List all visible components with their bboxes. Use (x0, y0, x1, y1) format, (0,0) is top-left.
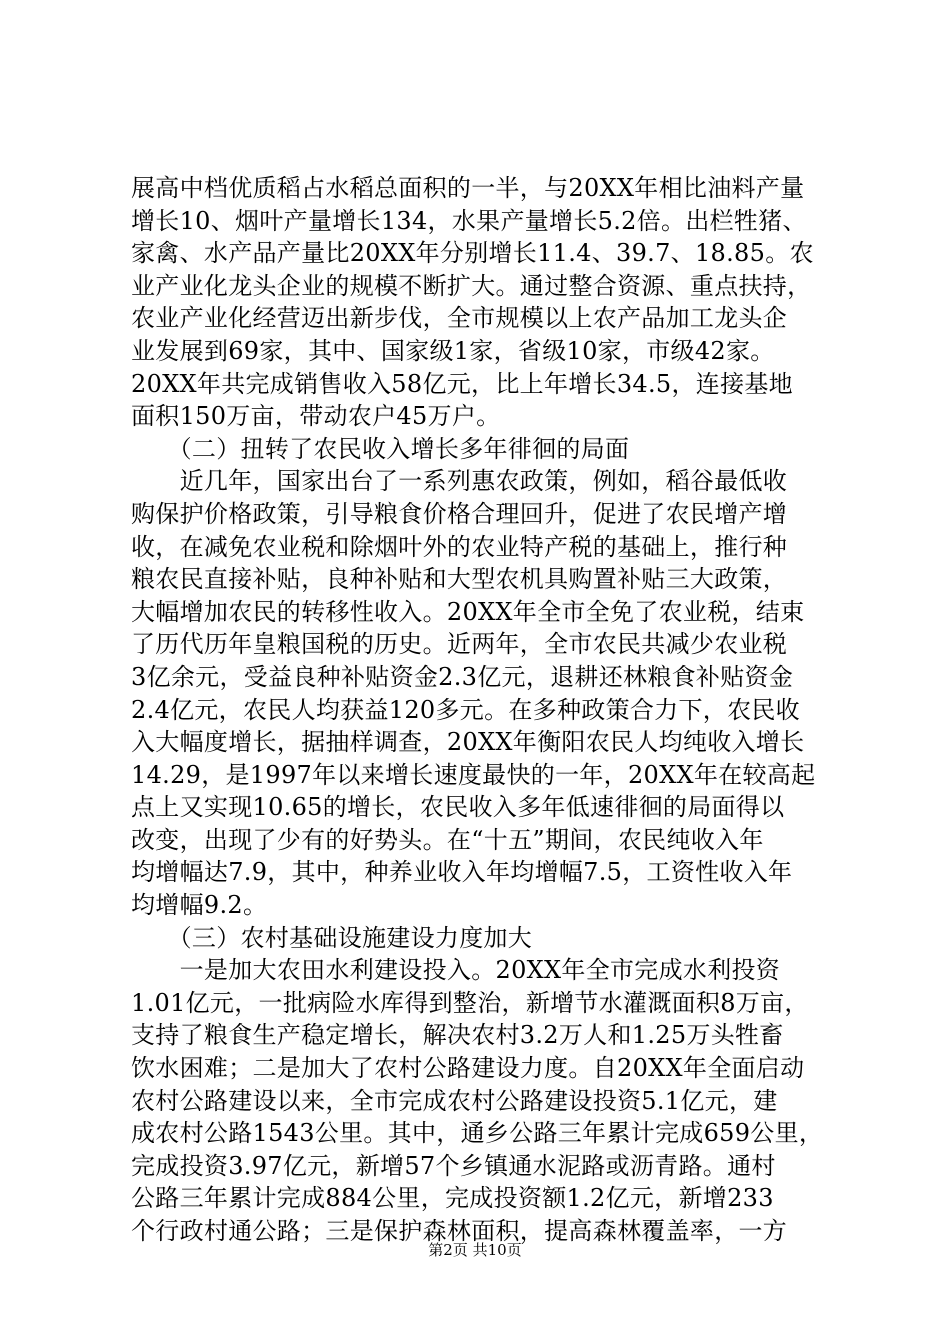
text-line: 增长10、烟叶产量增长134，水果产量增长5.2倍。出栏牲猪、 (131, 206, 807, 235)
text-line: 购保护价格政策，引导粮食价格合理回升，促进了农民增产增 (131, 499, 788, 528)
text-line: 2.4亿元，农民人均获益120多元。在多种政策合力下，农民收 (131, 695, 800, 724)
text-line: 展高中档优质稻占水稻总面积的一半，与20XX年相比油料产量 (131, 174, 805, 202)
text-line: 农业产业化经营迈出新步伐，全市规模以上农产品加工龙头企 (131, 304, 788, 333)
text-line: 3亿余元，受益良种补贴资金2.3亿元，退耕还林粮食补贴资金 (131, 662, 794, 691)
text-line: 一是加大农田水利建设投入。20XX年全市完成水利投资 (131, 956, 781, 985)
text-line: 粮农民直接补贴，良种补贴和大型农机具购置补贴三大政策， (131, 565, 788, 594)
text-line: 公路三年累计完成884公里，完成投资额1.2亿元，新增233 (131, 1184, 774, 1213)
text-line: 成农村公路1543公里。其中，通乡公路三年累计完成659公里， (131, 1119, 824, 1148)
text-line: （二）扭转了农民收入增长多年徘徊的局面 (131, 434, 630, 463)
text-line: 业产业化龙头企业的规模不断扩大。通过整合资源、重点扶持， (131, 271, 812, 300)
text-line: 收，在减免农业税和除烟叶外的农业特产税的基础上，推行种 (131, 532, 788, 561)
text-line: 个行政村通公路；三是保护森林面积，提高森林覆盖率，一方 (131, 1217, 788, 1245)
body-text (131, 172, 831, 1248)
text-line: 农村公路建设以来，全市完成农村公路建设投资5.1亿元，建 (131, 1086, 778, 1115)
text-line: （三）农村基础设施建设力度加大 (131, 923, 533, 952)
text-line: 20XX年共完成销售收入58亿元，比上年增长34.5，连接基地 (131, 369, 793, 398)
text-line: 了历代历年皇粮国税的历史。近两年，全市农民共减少农业税 (131, 630, 788, 659)
text-line: 均增幅9.2。 (131, 891, 268, 920)
text-line: 1.01亿元，一批病险水库得到整治，新增节水灌溉面积8万亩， (131, 988, 809, 1017)
text-line: 14.29，是1997年以来增长速度最快的一年，20XX年在较高起 (131, 760, 816, 789)
text-line: 入大幅度增长，据抽样调查，20XX年衡阳农民人均纯收入增长 (131, 728, 805, 757)
text-line: 饮水困难；二是加大了农村公路建设力度。自20XX年全面启动 (131, 1054, 805, 1083)
text-line: 支持了粮食生产稳定增长，解决农村3.2万人和1.25万头牲畜 (131, 1021, 784, 1050)
text-line: 家禽、水产品产量比20XX年分别增长11.4、39.7、18.85。农 (131, 239, 814, 268)
text-line: 面积150万亩，带动农户45万户。 (131, 402, 501, 431)
text-line: 近几年，国家出台了一系列惠农政策，例如，稻谷最低收 (131, 467, 788, 496)
text-line: 完成投资3.97亿元，新增57个乡镇通水泥路或沥青路。通村 (131, 1151, 776, 1180)
text-line: 点上又实现10.65的增长，农民收入多年低速徘徊的局面得以 (131, 793, 785, 822)
text-line: 改变，出现了少有的好势头。在“十五”期间，农民纯收入年 (131, 825, 764, 854)
text-line: 大幅增加农民的转移性收入。20XX年全市全免了农业税，结束 (131, 597, 805, 626)
text-line: 均增幅达7.9，其中，种养业收入年均增幅7.5，工资性收入年 (131, 858, 793, 887)
page-footer: 第2页 共10页 (428, 1241, 522, 1259)
text-line: 业发展到69家，其中、国家级1家，省级10家，市级42家。 (131, 336, 775, 365)
